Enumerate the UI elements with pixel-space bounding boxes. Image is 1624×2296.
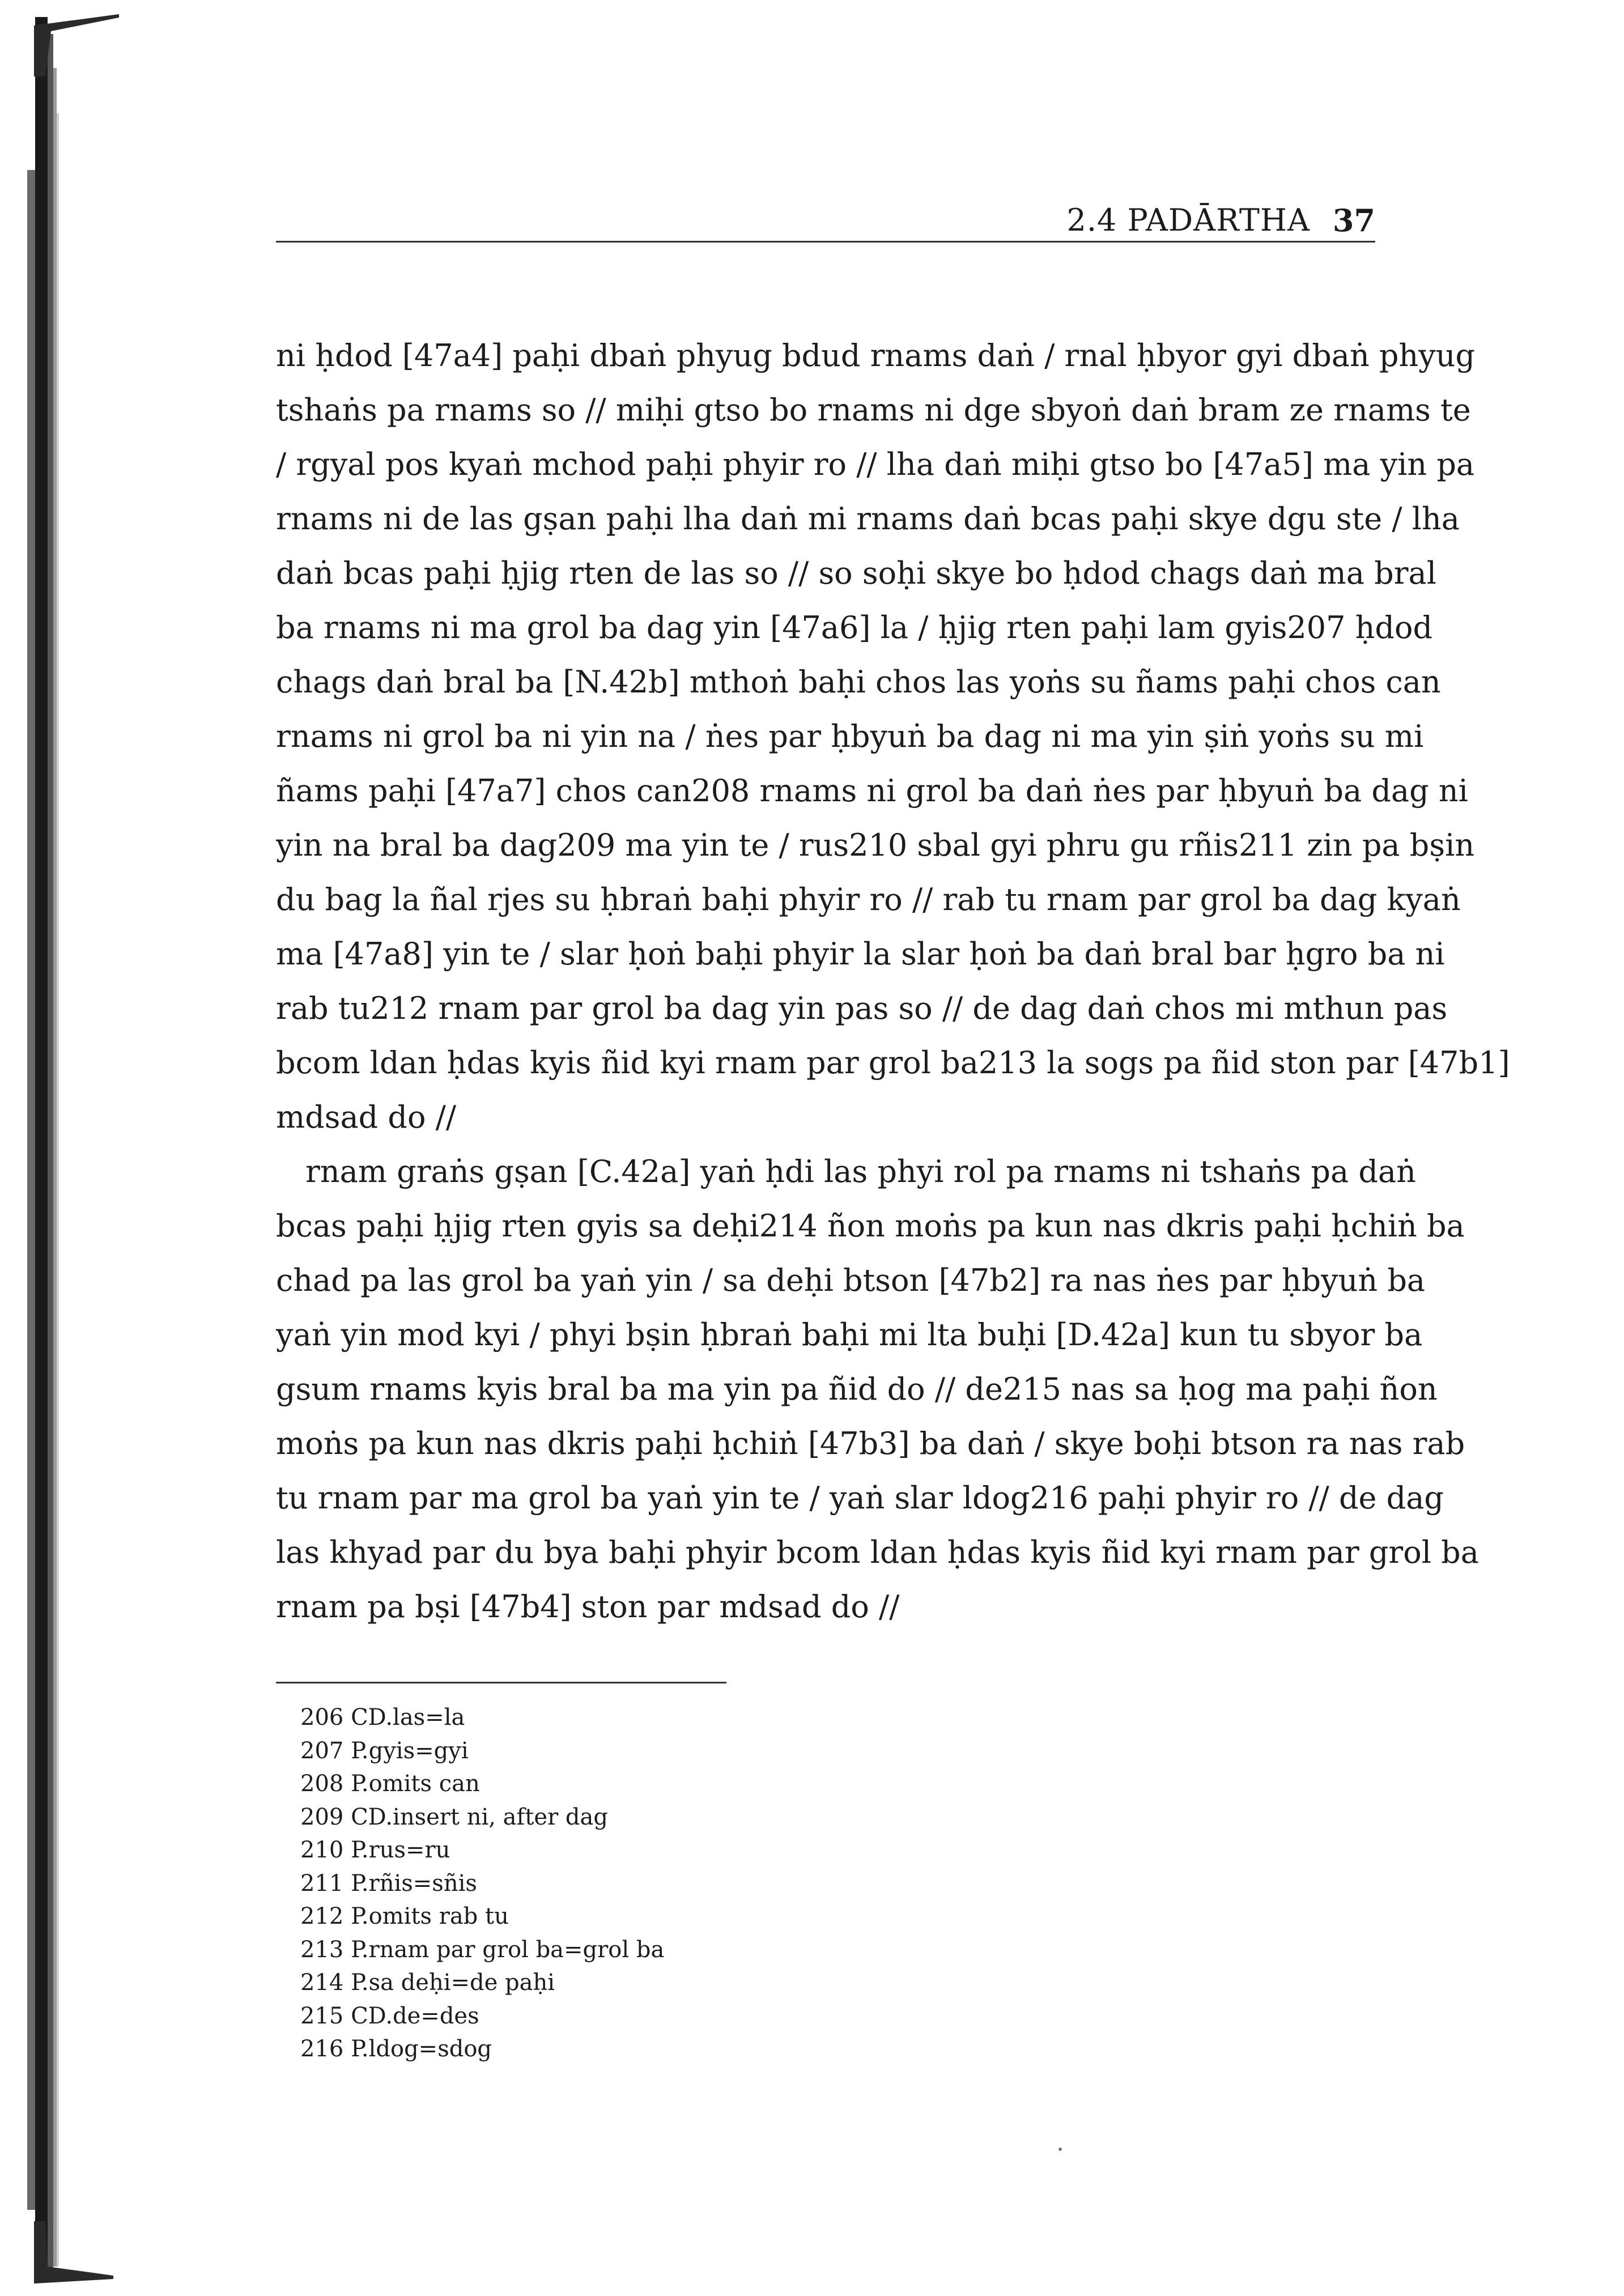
text-line: tu rnam par ma grol ba yaṅ yin te / yaṅ slar ldog216 paḥi phyir ro // de dag bbox=[276, 1480, 1444, 1516]
text-line: yin na bral ba dag209 ma yin te / rus210 sbal gyi phru gu rñis211 zin pa bṣin bbox=[276, 827, 1475, 863]
text-line: ba rnams ni ma grol ba dag yin [47a6] la / ḥjig rten paḥi lam gyis207 ḥdod bbox=[276, 610, 1433, 645]
text-line: daṅ bcas paḥi ḥjig rten de las so // so soḥi skye bo ḥdod chags daṅ ma bral bbox=[276, 555, 1436, 591]
text-line: / rgyal pos kyaṅ mchod paḥi phyir ro // lha daṅ miḥi gtso bo [47a5] ma yin pa bbox=[276, 447, 1475, 482]
header-section-title: 2.4 PADĀRTHA bbox=[1066, 202, 1310, 238]
text-line: rnam pa bṣi [47b4] ston par mdsad do // bbox=[276, 1589, 900, 1625]
running-header bbox=[276, 201, 1375, 243]
text-line: rab tu212 rnam par grol ba dag yin pas so // de dag daṅ chos mi mthun pas bbox=[276, 990, 1448, 1026]
page-number: 37 bbox=[1332, 202, 1375, 239]
text-line: du bag la ñal rjes su ḥbraṅ baḥi phyir ro // rab tu rnam par grol ba dag kyaṅ bbox=[276, 882, 1461, 917]
binding-corner-top bbox=[34, 14, 119, 76]
text-line: moṅs pa kun nas dkris paḥi ḥchiṅ [47b3] ba daṅ / skye boḥi btson ra nas rab bbox=[276, 1426, 1465, 1461]
text-line: gsum rnams kyis bral ba ma yin pa ñid do // de215 nas sa ḥog ma paḥi ñon bbox=[276, 1371, 1438, 1407]
text-line: ñams paḥi [47a7] chos can208 rnams ni grol ba daṅ ṅes par ḥbyuṅ ba dag ni bbox=[276, 773, 1468, 809]
paragraph-2 bbox=[276, 1145, 1479, 1634]
text-line: yaṅ yin mod kyi / phyi bṣin ḥbraṅ baḥi mi lta buḥi [D.42a] kun tu sbyor ba bbox=[276, 1317, 1423, 1353]
footnote: 209 CD.insert ni, after dag bbox=[300, 1804, 608, 1830]
text-line: ni ḥdod [47a4] paḥi dbaṅ phyug bdud rnams daṅ / rnal ḥbyor gyi dbaṅ phyug bbox=[276, 338, 1476, 373]
footnote: 207 P.gyis=gyi bbox=[300, 1737, 469, 1764]
binding-edge-shadow bbox=[0, 0, 85, 2296]
text-line: chad pa las grol ba yaṅ yin / sa deḥi btson [47b2] ra nas ṅes par ḥbyuṅ ba bbox=[276, 1262, 1426, 1298]
footnote: 214 P.sa deḥi=de paḥi bbox=[300, 1970, 555, 1996]
footnote: 213 P.rnam par grol ba=grol ba bbox=[300, 1936, 665, 1963]
footnote: 206 CD.las=la bbox=[300, 1704, 465, 1730]
text-line: tshaṅs pa rnams so // miḥi gtso bo rnams ni dge sbyoṅ daṅ bram ze rnams te bbox=[276, 392, 1471, 428]
scan-speck bbox=[1058, 2148, 1062, 2151]
footnote: 211 P.rñis=sñis bbox=[300, 1870, 477, 1897]
footnote: 215 CD.de=des bbox=[300, 2002, 479, 2029]
text-line: bcas paḥi ḥjig rten gyis sa deḥi214 ñon moṅs pa kun nas dkris paḥi ḥchiṅ ba bbox=[276, 1208, 1465, 1244]
footnote: 208 P.omits can bbox=[300, 1771, 480, 1797]
footnote: 216 P.ldog=sdog bbox=[300, 2036, 492, 2062]
footnotes bbox=[300, 1701, 980, 2066]
footnote-separator bbox=[276, 1682, 726, 1683]
text-line: bcom ldan ḥdas kyis ñid kyi rnam par grol ba213 la sogs pa ñid ston par [47b1] bbox=[276, 1045, 1510, 1081]
binding-corner-bottom bbox=[34, 2221, 113, 2284]
text-line: rnam graṅs gṣan [C.42a] yaṅ ḥdi las phyi rol pa rnams ni tshaṅs pa daṅ bbox=[305, 1154, 1416, 1189]
footnote: 212 P.omits rab tu bbox=[300, 1903, 509, 1929]
text-line: las khyad par du bya baḥi phyir bcom ldan ḥdas kyis ñid kyi rnam par grol ba bbox=[276, 1534, 1479, 1570]
text-line: rnams ni grol ba ni yin na / ṅes par ḥbyuṅ ba dag ni ma yin ṣiṅ yoṅs su mi bbox=[276, 718, 1424, 754]
text-line: ma [47a8] yin te / slar ḥoṅ baḥi phyir la slar ḥoṅ ba daṅ bral bar ḥgro ba ni bbox=[276, 936, 1445, 972]
footnote: 210 P.rus=ru bbox=[300, 1837, 450, 1863]
main-text bbox=[276, 329, 1510, 1634]
text-line: rnams ni de las gṣan paḥi lha daṅ mi rnams daṅ bcas paḥi skye dgu ste / lha bbox=[276, 501, 1460, 537]
text-line: chags daṅ bral ba [N.42b] mthoṅ baḥi chos las yoṅs su ñams paḥi chos can bbox=[276, 664, 1441, 700]
text-line: mdsad do // bbox=[276, 1099, 457, 1135]
paragraph-1 bbox=[276, 329, 1510, 1145]
